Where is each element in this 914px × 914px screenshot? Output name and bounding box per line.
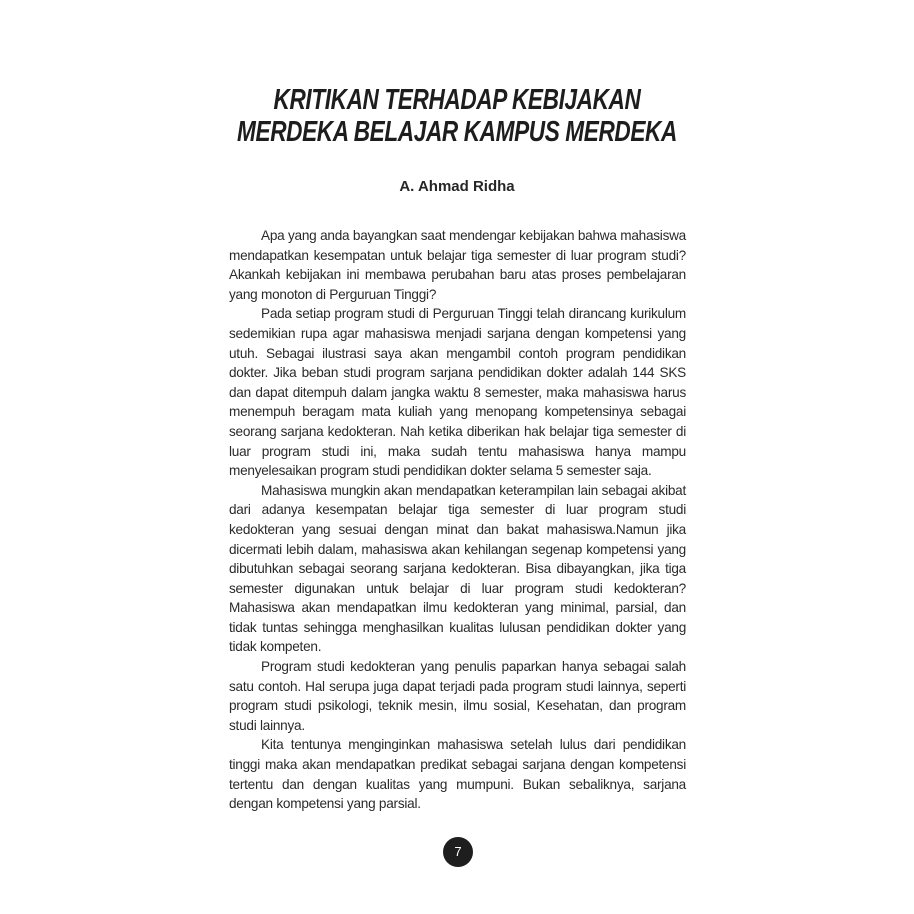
- article-body: [229, 226, 686, 814]
- paragraph: Apa yang anda bayangkan saat mendengar kebijakan bahwa mahasiswa mendapatkan kesempatan untuk belajar tiga semester di luar program studi? Akankah kebijakan ini membawa perubahan baru atas proses pembelajaran yang monoton di Perguruan Tinggi?: [229, 228, 686, 302]
- author-name: A. Ahmad Ridha: [399, 178, 515, 195]
- article-title-line-2: MERDEKA BELAJAR KAMPUS MERDEKA: [237, 116, 677, 148]
- paragraph: Program studi kedokteran yang penulis paparkan hanya sebagai salah satu contoh. Hal serupa juga dapat terjadi pada program studi lainnya, seperti program studi psikologi, teknik mesin, ilmu sosial, Kesehatan, dan program studi lainnya.: [229, 659, 686, 733]
- paragraph: Kita tentunya menginginkan mahasiswa setelah lulus dari pendidikan tinggi maka akan mendapatkan predikat sebagai sarjana dengan kompetensi tertentu dan dengan kualitas yang mumpuni. Bukan sebaliknya, sarjana dengan kompetensi yang parsial.: [229, 737, 686, 812]
- paragraph: Pada setiap program studi di Perguruan Tinggi telah dirancang kurikulum sedemikian rupa agar mahasiswa menjadi sarjana dengan kompetensi yang utuh. Sebagai ilustrasi saya akan mengambil contoh program pendidikan dokter. Jika beban studi program sarjana pendidikan dokter adalah 144 SKS dan dapat ditempuh dalam jangka waktu 8 semester, maka mahasiswa harus menempuh beragam mata kuliah yang menopang kompetensinya sebagai seorang sarjana kedokteran. Nah ketika diberikan hak belajar tiga semester di luar program studi ini, maka sudah tentu mahasiswa hanya mampu menyelesaikan program studi pendidikan dokter selama 5 semester saja.: [229, 306, 686, 479]
- paragraph: Mahasiswa mungkin akan mendapatkan keterampilan lain sebagai akibat dari adanya kesempatan belajar tiga semester di luar program studi kedokteran yang sesuai dengan minat dan bakat mahasiswa.Namun jika dicermati lebih dalam, mahasiswa akan kehilangan segenap kompetensi yang dibutuhkan sebagai seorang sarjana kedokteran. Bisa dibayangkan, jika tiga semester digunakan untuk belajar di luar program studi kedokteran? Mahasiswa akan mendapatkan ilmu kedokteran yang minimal, parsial, dan tidak tuntas sehingga menghasilkan kualitas lulusan pendidikan dokter yang tidak kompeten.: [229, 482, 686, 655]
- article-title: [0, 84, 914, 148]
- article-title-line-1: KRITIKAN TERHADAP KEBIJAKAN: [273, 84, 641, 116]
- page-number-badge: 7: [443, 837, 473, 867]
